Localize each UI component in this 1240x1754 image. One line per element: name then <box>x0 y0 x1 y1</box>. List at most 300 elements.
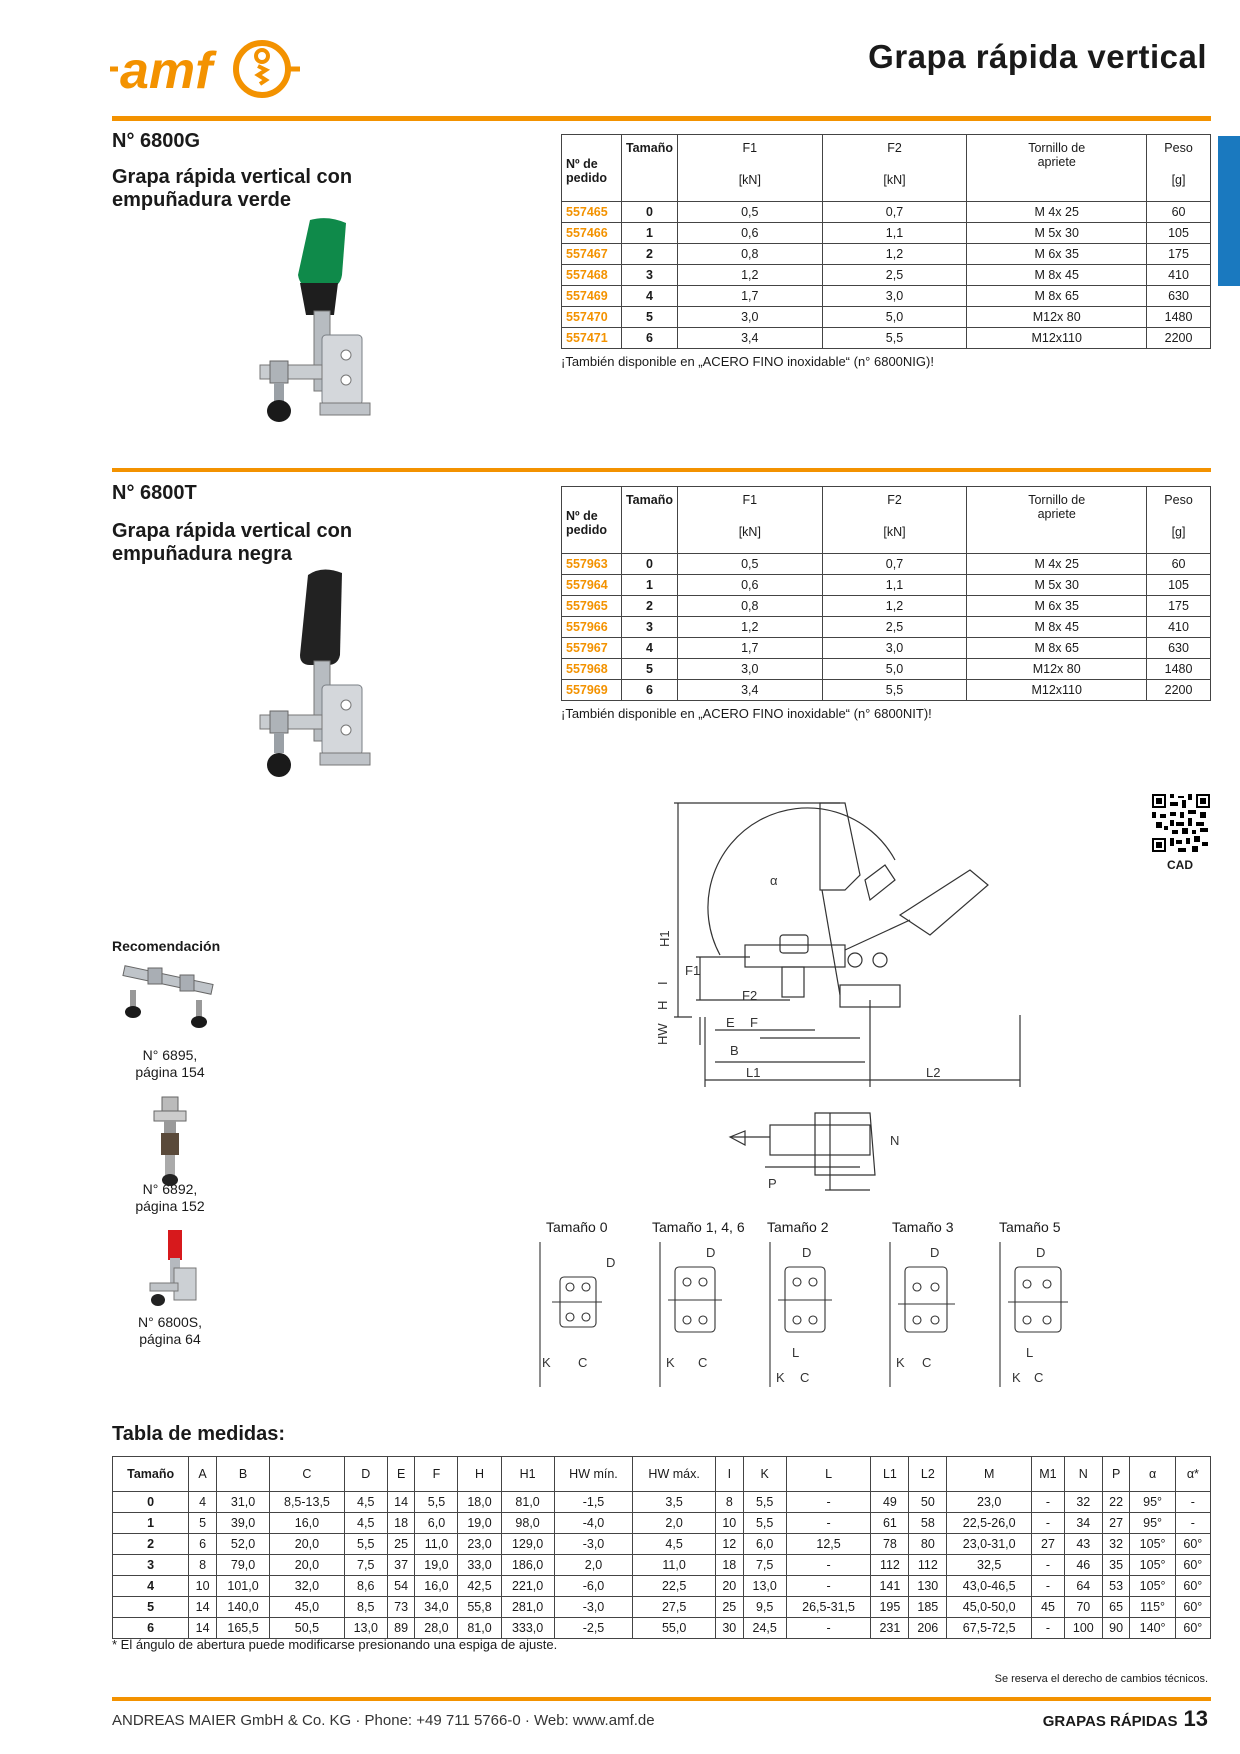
table-cell: 18 <box>715 1555 743 1576</box>
table-cell: -6,0 <box>554 1576 633 1597</box>
dimensions-table <box>112 1456 1211 1639</box>
column-header: C <box>270 1457 345 1492</box>
table-cell: 4,5 <box>344 1492 387 1513</box>
table-cell: 45,0 <box>270 1597 345 1618</box>
table-cell: 45,0-50,0 <box>947 1597 1032 1618</box>
table-cell: 98,0 <box>501 1513 554 1534</box>
order-number-link[interactable]: 557465 <box>562 202 622 223</box>
column-header: Tamaño <box>113 1457 189 1492</box>
col-screw: Tornillo de apriete <box>967 487 1147 554</box>
order-number-link[interactable]: 557467 <box>562 244 622 265</box>
page-title: Grapa rápida vertical <box>868 38 1207 75</box>
table-cell: 333,0 <box>501 1618 554 1639</box>
table-cell: -1,5 <box>554 1492 633 1513</box>
table-cell: 27 <box>1032 1534 1065 1555</box>
table-cell: 23,0-31,0 <box>947 1534 1032 1555</box>
column-header: K <box>743 1457 786 1492</box>
svg-text:D: D <box>606 1255 616 1270</box>
table-cell: 22,5-26,0 <box>947 1513 1032 1534</box>
table-cell: 112 <box>909 1555 947 1576</box>
table-cell: 78 <box>871 1534 909 1555</box>
column-header: I <box>715 1457 743 1492</box>
recommendation-caption: N° 6892, página 152 <box>135 1181 205 1214</box>
table-cell: 0,7 <box>822 554 967 575</box>
table-row <box>562 596 1211 617</box>
column-header: F <box>415 1457 458 1492</box>
table-cell: -4,0 <box>554 1513 633 1534</box>
size-view-label: Tamaño 0 <box>546 1219 608 1235</box>
table-cell: M12x110 <box>967 680 1147 701</box>
column-header: HW máx. <box>633 1457 716 1492</box>
table-cell: 80 <box>909 1534 947 1555</box>
table-cell: 5 <box>621 307 677 328</box>
page-number: 13 <box>1183 1706 1208 1731</box>
technical-drawing <box>655 795 1040 1195</box>
table-cell: 6 <box>621 328 677 349</box>
table-cell: 2 <box>621 244 677 265</box>
table-cell: 10 <box>189 1576 217 1597</box>
table-cell: 90 <box>1102 1618 1130 1639</box>
table-cell: - <box>1175 1513 1210 1534</box>
col-weight: Peso [g] <box>1147 487 1211 554</box>
table-cell: M 5x 30 <box>967 575 1147 596</box>
table-cell: 25 <box>387 1534 415 1555</box>
svg-text:K: K <box>666 1355 675 1370</box>
table-cell: 410 <box>1147 617 1211 638</box>
dimensions-footnote: * El ángulo de abertura puede modificarse presionando una espiga de ajuste. <box>112 1637 558 1652</box>
table-cell: 112 <box>871 1555 909 1576</box>
table-cell: 18 <box>387 1513 415 1534</box>
table-cell: 8,6 <box>344 1576 387 1597</box>
table-cell: 6 <box>189 1534 217 1555</box>
column-header: α <box>1130 1457 1175 1492</box>
order-table-6800T <box>561 486 1211 701</box>
table-row <box>113 1492 1211 1513</box>
table-cell: 2 <box>621 596 677 617</box>
table-cell: 3,0 <box>822 286 967 307</box>
table-cell: 26,5-31,5 <box>786 1597 871 1618</box>
section-tab[interactable] <box>1218 136 1240 286</box>
table-cell: 16,0 <box>270 1513 345 1534</box>
order-number-link[interactable]: 557470 <box>562 307 622 328</box>
order-number-link[interactable]: 557967 <box>562 638 622 659</box>
table-cell: 81,0 <box>458 1618 501 1639</box>
table-cell: 73 <box>387 1597 415 1618</box>
table-cell: 140° <box>1130 1618 1175 1639</box>
table-cell: 32 <box>1064 1492 1102 1513</box>
table-cell: 3 <box>621 617 677 638</box>
table-cell: 5,5 <box>415 1492 458 1513</box>
table-cell: 206 <box>909 1618 947 1639</box>
table-cell: 130 <box>909 1576 947 1597</box>
table-cell: 10 <box>715 1513 743 1534</box>
table-cell: 630 <box>1147 638 1211 659</box>
svg-text:D: D <box>1036 1245 1046 1260</box>
table-cell: 3 <box>621 265 677 286</box>
qr-code-icon[interactable] <box>1152 794 1210 852</box>
table-cell: 23,0 <box>947 1492 1032 1513</box>
table-cell: -3,0 <box>554 1597 633 1618</box>
dimensions-title: Tabla de medidas: <box>112 1423 286 1445</box>
column-header: L1 <box>871 1457 909 1492</box>
column-header: B <box>216 1457 269 1492</box>
table-cell: 3 <box>113 1555 189 1576</box>
table-row <box>562 328 1211 349</box>
product-number: N° 6800T <box>112 482 197 504</box>
table-cell: 1,2 <box>677 265 822 286</box>
svg-text:C: C <box>800 1370 810 1385</box>
column-header: A <box>189 1457 217 1492</box>
svg-text:K: K <box>896 1355 905 1370</box>
svg-text:E: E <box>726 1015 735 1030</box>
col-order: Nº de pedido <box>562 135 622 202</box>
table-cell: 11,0 <box>633 1555 716 1576</box>
table-cell: 6 <box>113 1618 189 1639</box>
order-number-link[interactable]: 557471 <box>562 328 622 349</box>
table-cell: M 6x 35 <box>967 244 1147 265</box>
table-cell: 5,5 <box>743 1513 786 1534</box>
table-cell: 0,6 <box>677 223 822 244</box>
svg-text:L: L <box>792 1345 800 1360</box>
table-row <box>113 1618 1211 1639</box>
table-cell: 67,5-72,5 <box>947 1618 1032 1639</box>
table-cell: 5,5 <box>743 1492 786 1513</box>
footer-section: GRAPAS RÁPIDAS 13 <box>1042 1706 1208 1731</box>
table-cell: 27,5 <box>633 1597 716 1618</box>
product-name: Grapa rápida vertical con empuñadura verde <box>112 166 353 211</box>
table-cell: 4,5 <box>633 1534 716 1555</box>
table-cell: 95° <box>1130 1492 1175 1513</box>
table-cell: 0,8 <box>677 244 822 265</box>
order-number-link[interactable]: 557966 <box>562 617 622 638</box>
footer-company: ANDREAS MAIER GmbH & Co. KG · Phone: +49 711 5766-0 · Web: www.amf.de <box>112 1712 655 1729</box>
svg-text:F: F <box>750 1015 758 1030</box>
table-cell: 1 <box>113 1513 189 1534</box>
table-cell: 70 <box>1064 1597 1102 1618</box>
table-cell: 46 <box>1064 1555 1102 1576</box>
svg-text:I: I <box>655 981 670 985</box>
table-cell: 410 <box>1147 265 1211 286</box>
svg-text:H: H <box>655 1000 670 1010</box>
svg-text:N: N <box>890 1133 900 1148</box>
table-cell: 100 <box>1064 1618 1102 1639</box>
table-cell: 1480 <box>1147 307 1211 328</box>
table-cell: 8 <box>715 1492 743 1513</box>
table-cell: M 4x 25 <box>967 202 1147 223</box>
table-cell: M 5x 30 <box>967 223 1147 244</box>
col-f2: F2 [kN] <box>822 487 967 554</box>
table-cell: M 8x 45 <box>967 265 1147 286</box>
table-cell: 1480 <box>1147 659 1211 680</box>
table-row <box>113 1513 1211 1534</box>
table-cell: 65 <box>1102 1597 1130 1618</box>
table-row <box>113 1555 1211 1576</box>
table-cell: 195 <box>871 1597 909 1618</box>
table-cell: 95° <box>1130 1513 1175 1534</box>
table-cell: 3,0 <box>677 659 822 680</box>
cad-label[interactable]: CAD <box>1167 858 1193 872</box>
table-cell: - <box>786 1492 871 1513</box>
table-cell: 2,5 <box>822 265 967 286</box>
table-cell: 281,0 <box>501 1597 554 1618</box>
table-cell: 28,0 <box>415 1618 458 1639</box>
table-cell: 175 <box>1147 596 1211 617</box>
table-cell: M12x 80 <box>967 307 1147 328</box>
recommendation-image-6895 <box>118 960 223 1035</box>
table-cell: 31,0 <box>216 1492 269 1513</box>
table-cell: 18,0 <box>458 1492 501 1513</box>
table-cell: - <box>786 1618 871 1639</box>
table-cell: 30 <box>715 1618 743 1639</box>
table-cell: M 6x 35 <box>967 596 1147 617</box>
table-cell: - <box>786 1513 871 1534</box>
table-cell: 1 <box>621 575 677 596</box>
table-cell: 105 <box>1147 223 1211 244</box>
table-cell: 1,7 <box>677 638 822 659</box>
table-cell: 19,0 <box>415 1555 458 1576</box>
svg-text:C: C <box>578 1355 588 1370</box>
svg-text:C: C <box>698 1355 708 1370</box>
svg-text:K: K <box>776 1370 785 1385</box>
column-header: M1 <box>1032 1457 1065 1492</box>
table-cell: 1,2 <box>677 617 822 638</box>
table-cell: 0,5 <box>677 202 822 223</box>
svg-text:D: D <box>706 1245 716 1260</box>
svg-text:B: B <box>730 1043 739 1058</box>
table-cell: M12x 80 <box>967 659 1147 680</box>
table-cell: 16,0 <box>415 1576 458 1597</box>
table-cell: 64 <box>1064 1576 1102 1597</box>
table-cell: 7,5 <box>743 1555 786 1576</box>
size-view-label: Tamaño 3 <box>892 1219 954 1235</box>
table-cell: 50,5 <box>270 1618 345 1639</box>
table-cell: 53 <box>1102 1576 1130 1597</box>
table-cell: -3,0 <box>554 1534 633 1555</box>
table-cell: 8,5 <box>344 1597 387 1618</box>
reserve-note: Se reserva el derecho de cambios técnicos. <box>994 1673 1208 1685</box>
table-cell: 60° <box>1175 1576 1210 1597</box>
order-number-link[interactable]: 557963 <box>562 554 622 575</box>
table-cell: 89 <box>387 1618 415 1639</box>
table-cell: 0,5 <box>677 554 822 575</box>
size-view-label: Tamaño 1, 4, 6 <box>652 1219 745 1235</box>
svg-text:D: D <box>802 1245 812 1260</box>
table-row <box>562 202 1211 223</box>
col-order: Nº de pedido <box>562 487 622 554</box>
table-cell: 5,5 <box>822 328 967 349</box>
table-cell: 129,0 <box>501 1534 554 1555</box>
table-cell: 43,0-46,5 <box>947 1576 1032 1597</box>
table-cell: 50 <box>909 1492 947 1513</box>
table-cell: 4 <box>621 638 677 659</box>
table-cell: 8 <box>189 1555 217 1576</box>
table-cell: 32,5 <box>947 1555 1032 1576</box>
table-cell: 105 <box>1147 575 1211 596</box>
section-rule <box>112 468 1211 472</box>
table-cell: 23,0 <box>458 1534 501 1555</box>
table-cell: 7,5 <box>344 1555 387 1576</box>
svg-text:C: C <box>922 1355 932 1370</box>
table-row <box>562 554 1211 575</box>
order-number-link[interactable]: 557469 <box>562 286 622 307</box>
table-cell: M 8x 45 <box>967 617 1147 638</box>
table-cell: 43 <box>1064 1534 1102 1555</box>
table-cell: 9,5 <box>743 1597 786 1618</box>
svg-text:L1: L1 <box>746 1065 761 1080</box>
table-cell: 0,6 <box>677 575 822 596</box>
column-header: E <box>387 1457 415 1492</box>
table-cell: 3,5 <box>633 1492 716 1513</box>
header-rule <box>112 116 1211 121</box>
size-view-drawings <box>520 1242 1100 1392</box>
table-row <box>562 659 1211 680</box>
svg-text:K: K <box>1012 1370 1021 1385</box>
table-cell: 13,0 <box>344 1618 387 1639</box>
table-cell: 5,5 <box>822 680 967 701</box>
table-cell: 0,8 <box>677 596 822 617</box>
table-cell: 115° <box>1130 1597 1175 1618</box>
col-f1: F1 [kN] <box>677 135 822 202</box>
table-cell: 101,0 <box>216 1576 269 1597</box>
table-cell: 22 <box>1102 1492 1130 1513</box>
table-cell: 2,5 <box>822 617 967 638</box>
table-cell: 3,0 <box>822 638 967 659</box>
table-cell: 5 <box>189 1513 217 1534</box>
recommendation-image-6892 <box>150 1095 190 1190</box>
table-cell: 14 <box>189 1597 217 1618</box>
column-header: α* <box>1175 1457 1210 1492</box>
column-header: N <box>1064 1457 1102 1492</box>
product-name: Grapa rápida vertical con empuñadura negra <box>112 520 353 565</box>
order-number-link[interactable]: 557466 <box>562 223 622 244</box>
table-cell: 49 <box>871 1492 909 1513</box>
table-cell: 3,4 <box>677 328 822 349</box>
order-number-link[interactable]: 557964 <box>562 575 622 596</box>
table-cell: 60° <box>1175 1555 1210 1576</box>
table-cell: 55,0 <box>633 1618 716 1639</box>
table-cell: 5,0 <box>822 659 967 680</box>
table-cell: 4 <box>621 286 677 307</box>
clamp-photo-green <box>250 215 380 460</box>
order-number-link[interactable]: 557965 <box>562 596 622 617</box>
column-header: D <box>344 1457 387 1492</box>
table-cell: 5 <box>113 1597 189 1618</box>
table-cell: 105° <box>1130 1576 1175 1597</box>
table-cell: 1,1 <box>822 575 967 596</box>
svg-text:C: C <box>1034 1370 1044 1385</box>
table-cell: 6 <box>621 680 677 701</box>
recommendation-title: Recomendación <box>112 938 221 954</box>
table-row <box>113 1597 1211 1618</box>
table-cell: 11,0 <box>415 1534 458 1555</box>
table-cell: - <box>786 1576 871 1597</box>
table-cell: 2200 <box>1147 328 1211 349</box>
table-cell: 54 <box>387 1576 415 1597</box>
table-cell: 2,0 <box>554 1555 633 1576</box>
col-f2: F2 [kN] <box>822 135 967 202</box>
table-cell: 32,0 <box>270 1576 345 1597</box>
col-size: Tamaño <box>621 487 677 554</box>
table-cell: 32 <box>1102 1534 1130 1555</box>
table-row <box>562 680 1211 701</box>
table-cell: 1,1 <box>822 223 967 244</box>
table-cell: 60° <box>1175 1597 1210 1618</box>
table-cell: 58 <box>909 1513 947 1534</box>
product-number: N° 6800G <box>112 130 201 152</box>
table-cell: 39,0 <box>216 1513 269 1534</box>
svg-text:amf: amf <box>120 42 213 100</box>
table-cell: 1,2 <box>822 596 967 617</box>
table-cell: - <box>1175 1492 1210 1513</box>
table-row <box>562 638 1211 659</box>
table-cell: 13,0 <box>743 1576 786 1597</box>
table-cell: 105° <box>1130 1555 1175 1576</box>
svg-text:L: L <box>1026 1345 1034 1360</box>
table-row <box>562 617 1211 638</box>
table-cell: - <box>1032 1576 1065 1597</box>
table-row <box>562 244 1211 265</box>
table-row <box>113 1534 1211 1555</box>
table-cell: 12 <box>715 1534 743 1555</box>
col-screw: Tornillo de apriete <box>967 135 1147 202</box>
table-cell: 33,0 <box>458 1555 501 1576</box>
svg-text:α: α <box>770 873 778 888</box>
order-number-link[interactable]: 557969 <box>562 680 622 701</box>
table-cell: 37 <box>387 1555 415 1576</box>
table-cell: 60 <box>1147 202 1211 223</box>
size-view-label: Tamaño 5 <box>999 1219 1061 1235</box>
svg-text:P: P <box>768 1176 777 1191</box>
table-cell: - <box>1032 1492 1065 1513</box>
table-cell: 14 <box>189 1618 217 1639</box>
table-row <box>113 1576 1211 1597</box>
table-cell: 60° <box>1175 1618 1210 1639</box>
table-cell: 35 <box>1102 1555 1130 1576</box>
table-cell: 12,5 <box>786 1534 871 1555</box>
table-cell: 221,0 <box>501 1576 554 1597</box>
table-cell: 20 <box>715 1576 743 1597</box>
table-cell: 34,0 <box>415 1597 458 1618</box>
table-cell: 2 <box>113 1534 189 1555</box>
order-number-link[interactable]: 557968 <box>562 659 622 680</box>
table-cell: 6,0 <box>415 1513 458 1534</box>
table-cell: 0,7 <box>822 202 967 223</box>
column-header: H <box>458 1457 501 1492</box>
table-cell: 0 <box>621 202 677 223</box>
order-number-link[interactable]: 557468 <box>562 265 622 286</box>
table-row <box>562 307 1211 328</box>
svg-text:L2: L2 <box>926 1065 941 1080</box>
svg-text:K: K <box>542 1355 551 1370</box>
table-cell: 1,7 <box>677 286 822 307</box>
column-header: P <box>1102 1457 1130 1492</box>
table-cell: 3,0 <box>677 307 822 328</box>
size-view-label: Tamaño 2 <box>767 1219 829 1235</box>
table-cell: M 8x 65 <box>967 638 1147 659</box>
table-cell: 4,5 <box>344 1513 387 1534</box>
table-cell: M 4x 25 <box>967 554 1147 575</box>
table-cell: 2,0 <box>633 1513 716 1534</box>
recommendation-image-6800S <box>148 1228 208 1313</box>
column-header: L <box>786 1457 871 1492</box>
table-cell: 0 <box>621 554 677 575</box>
clamp-photo-black <box>250 565 380 815</box>
table-cell: 6,0 <box>743 1534 786 1555</box>
table-cell: 186,0 <box>501 1555 554 1576</box>
svg-text:H1: H1 <box>657 930 672 947</box>
col-f1: F1 [kN] <box>677 487 822 554</box>
table-cell: 27 <box>1102 1513 1130 1534</box>
